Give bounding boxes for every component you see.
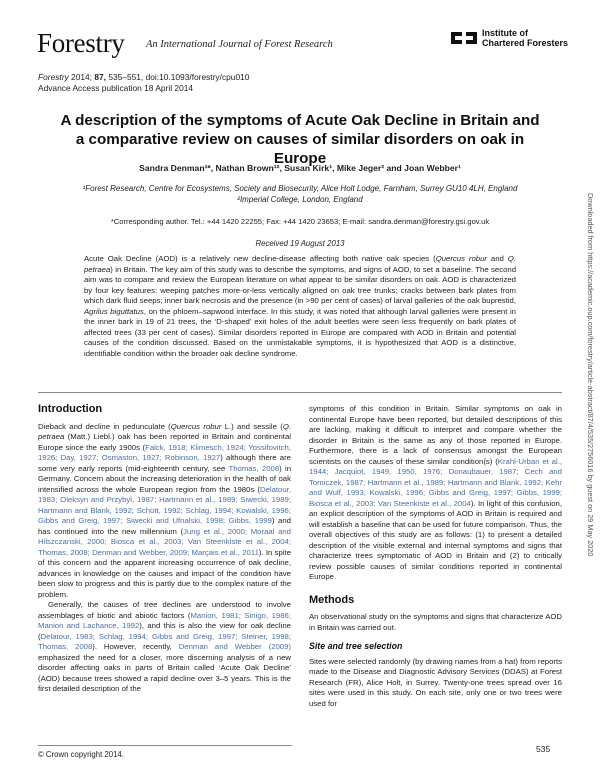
citation-link[interactable]: Denman and Webber (2009) bbox=[178, 642, 291, 651]
journal-subtitle: An International Journal of Forest Research bbox=[146, 39, 333, 50]
abstract: Acute Oak Decline (AOD) is a relatively new decline-disease affecting both native oak species (Quercus robur and Q. petraea) in Britain. The key aim of this study was to describe the symptoms, and signs of AOD, to set a baseline. The second aim was to compare and review the European literature on what appear to be similar disorders on oak. AOD is characterized by four key features: weeping patches more-or-less vertically aligned on oak tree trunks; cracks between bark plates from which dark fluid seeps; inner bark necrosis and the presence (in >90 per cent of cases) of larval galleries of the oak buprestid, Agrilus biguttatus, on the phloem–sapwood interface. In this study, it was noted that although larval galleries were present in the inner bark in 19 of 21 trees, the ‘D-shaped’ exit holes of the adult beetles were seen less frequently on bark plates of affected trees (33 per cent of cases). Similar disorders reported in Europe are compared with AOD in Britain and potential causes of the condition discussed. Based on the unmistakable symptoms, it is hypothesized that AOD is a distinctive, identifiable condition within the broader oak decline syndrome. bbox=[84, 254, 516, 358]
affiliation-2: ²Imperial College, London, England bbox=[237, 194, 363, 204]
citation-year: 2014; bbox=[71, 72, 93, 82]
institute-line1: Institute of bbox=[482, 28, 528, 38]
download-note[interactable]: Downloaded from https://academic.oup.com/forestry/article-abstract/87/4/535/2756016 by guest on 29 May 2020 bbox=[586, 193, 595, 557]
advance-access: Advance Access publication 18 April 2014 bbox=[38, 83, 194, 93]
affiliation-1: ¹Forest Research, Centre for Ecosystems, Society and Biosecurity, Alice Holt Lodge, Farnham, Surrey GU10 4LH, England bbox=[82, 184, 518, 193]
institute-logo-icon bbox=[449, 29, 479, 47]
journal-name: Forestry bbox=[37, 28, 125, 58]
left-column bbox=[38, 404, 291, 695]
citation-link[interactable]: Jung et al., 2000; Moraal and Hilszczanski, 2000; Biosca et al., 2003; Van Steenkiste et al., 2004; Thomas, 2008; Denman and Webber, 2009; Marçais et al., 2011 bbox=[38, 526, 291, 557]
citation-volume: 87, bbox=[94, 72, 106, 82]
citation bbox=[38, 72, 249, 94]
affiliations bbox=[60, 184, 540, 205]
author-list: Sandra Denman¹*, Nathan Brown¹², Susan Kirk¹, Mike Jeger² and Joan Webber¹ bbox=[139, 163, 461, 173]
corresponding-author: *Corresponding author. Tel.: +44 1420 22255; Fax: +44 1420 23653; E-mail: sandra.denman@forestry.gsi.gov.uk bbox=[110, 217, 490, 226]
institute-line2: Chartered Foresters bbox=[482, 38, 569, 48]
citation-journal: Forestry bbox=[38, 72, 69, 82]
footer-divider bbox=[38, 745, 292, 746]
methods-heading: Methods bbox=[309, 593, 355, 606]
intro-paragraph-2: Generally, the causes of tree declines are understood to involve assemblages of biotic and abiotic factors (Manion, 1981; Sinigo, 1986; Manion and Lachance, 1992), and this is also the view for oak decline (Delatour, 1983; Schlag, 1994; Gibbs and Greig, 1997; Steiner, 1998; Thomas, 2008). However, recently, Denman and Webber (2009) emphasized the need for a closer, more discerning analysis of a new disorder affecting oaks in parts of Britain called ‘Acute Oak Decline’ (AOD) because trees showed a rapid decline over 3–5 years. This is the first detailed description of the bbox=[38, 600, 292, 693]
page-number: 535 bbox=[536, 744, 551, 754]
citation-pages-doi: 535–551, doi:10.1093/forestry/cpu010 bbox=[108, 72, 250, 82]
article-title: A description of the symptoms of Acute Oak Decline in Britain and a comparative review on causes of similar disorders on oak in Europe bbox=[60, 112, 540, 167]
right-column bbox=[309, 404, 562, 709]
site-selection-paragraph: Sites were selected randomly (by drawing names from a hat) from reports made to the Disease and Diagnostic Advisory Services (DDAS) at Forest Research (FR), Alice Holt, in Surrey. Twenty-one trees spread over 16 sites were used in this study. On each site, only one or two trees were used for bbox=[309, 656, 562, 708]
citation-link[interactable]: Manion, 1981; Sinigo, 1986; Manion and Lachance, 1992 bbox=[38, 610, 292, 630]
citation-link[interactable]: Thomas, 2008 bbox=[228, 463, 280, 473]
download-watermark bbox=[583, 193, 597, 623]
received-date: Received 19 August 2013 bbox=[255, 239, 345, 248]
intro-paragraph-3: symptoms of this condition in Britain. Similar symptoms on oak in continental Europe have been reported, but detailed descriptions of this are lacking, making it difficult to interpret and compare whether the disorder in Britain is the same as any of those reported in Europe. Furthermore, there is a lack of consensus amongst the European scientists on the causes of these similar condition(s) (Krahl-Urban et al., 1944; Jacquiot, 1949, 1950, 1976; Donaubauer, 1987; Cech and Tomiczek, 1987; Hartmann et al., 1989; Hartmann and Blank, 1992; Kehr and Wulf, 1993; Kowalski, 1996; Gibbs and Greig, 1997; Gibbs, 1999; Biosca et al., 2003; Van Steenkiste et al., 2004). In light of this confusion, an explicit description of the symptoms of AOD in Britain is required and will establish a baseline that can be used for future comparison. Thus, the overall objectives of this study are as follows: (1) to present a detailed description of the visible external and internal symptoms and signs that characterize trees symptomatic of AOD in Britain and (2) to critically review possible causes of similar conditions reported in continental Europe. bbox=[309, 404, 563, 581]
section-divider bbox=[38, 392, 562, 393]
methods-paragraph: An observational study on the symptoms and signs that characterize AOD in Britain was carried out. bbox=[309, 612, 562, 632]
institute-name bbox=[482, 28, 568, 48]
site-selection-heading: Site and tree selection bbox=[309, 641, 403, 651]
citation-link[interactable]: Krahl-Urban et al., 1944; Jacquiot, 1949, 1950, 1976; Donaubauer, 1987; Cech and Tomiczek, 1987; Hartmann et al., 1989; Hartmann and Blank, 1992; Kehr and Wulf, 1993; Kowalski, 1996; Gibbs and Greig, 1997; Gibbs, 1999; Biosca et al., 2003; Van Steenkiste et al., 2004 bbox=[309, 456, 563, 508]
citation-line bbox=[38, 72, 249, 83]
citation-link[interactable]: Delatour, 1983; Schlag, 1994; Gibbs and Greig, 1997; Steiner, 1998; Thomas, 2008 bbox=[38, 631, 291, 651]
intro-paragraph-1: Dieback and decline in pedunculate (Quercus robur L.) and sessile (Q. petraea (Matt.) Liebl.) oak has been reported in Britain and continental Europe since the early 1900s (Falck, 1918; Klimesch, 1924; Yossifovitch, 1926; Day, 1927; Osmaston, 1927; Robinson, 1927) although there are some very early reports (mid-eighteenth century, see Thomas, 2008) in Germany. Concern about the increasing deterioration in the health of oak intensified across the whole European region from the 1980s (Delatour, 1983; Oleksyn and Przybyl, 1987; Hartmann et al., 1989; Siwecki, 1989; Hartmann and Blank, 1992; Schütt, 1992; Schlag, 1994; Kowalski, 1996; Gibbs and Greig, 1997; Siwecki and Ufnalski, 1998; Gibbs, 1999) and has continued into the new millennium (Jung et al., 2000; Moraal and Hilszczanski, 2000; Biosca et al., 2003; Van Steenkiste et al., 2004; Thomas, 2008; Denman and Webber, 2009; Marçais et al., 2011). In spite of this concern and the apparent increasing occurrence of oak decline, advances in knowledge on the causes and impact of the condition have been slow to progress and this is partly due to the complex nature of the problem. bbox=[38, 421, 292, 599]
copyright-notice: © Crown copyright 2014. bbox=[38, 750, 124, 759]
introduction-heading: Introduction bbox=[38, 403, 103, 415]
citation-link[interactable]: Delatour, 1983; Oleksyn and Przybyl, 1987; Hartmann et al., 1989; Siwecki, 1989; Hartmann and Blank, 1992; Schütt, 1992; Schlag, 1994; Kowalski, 1996; Gibbs and Greig, 1997; Siwecki and Ufnalski, 1998; Gibbs, 1999 bbox=[38, 484, 291, 525]
citation-link[interactable]: Falck, 1918; Klimesch, 1924; Yossifovitch, 1926; Day, 1927; Osmaston, 1927; Robinson, 1927 bbox=[38, 442, 291, 462]
